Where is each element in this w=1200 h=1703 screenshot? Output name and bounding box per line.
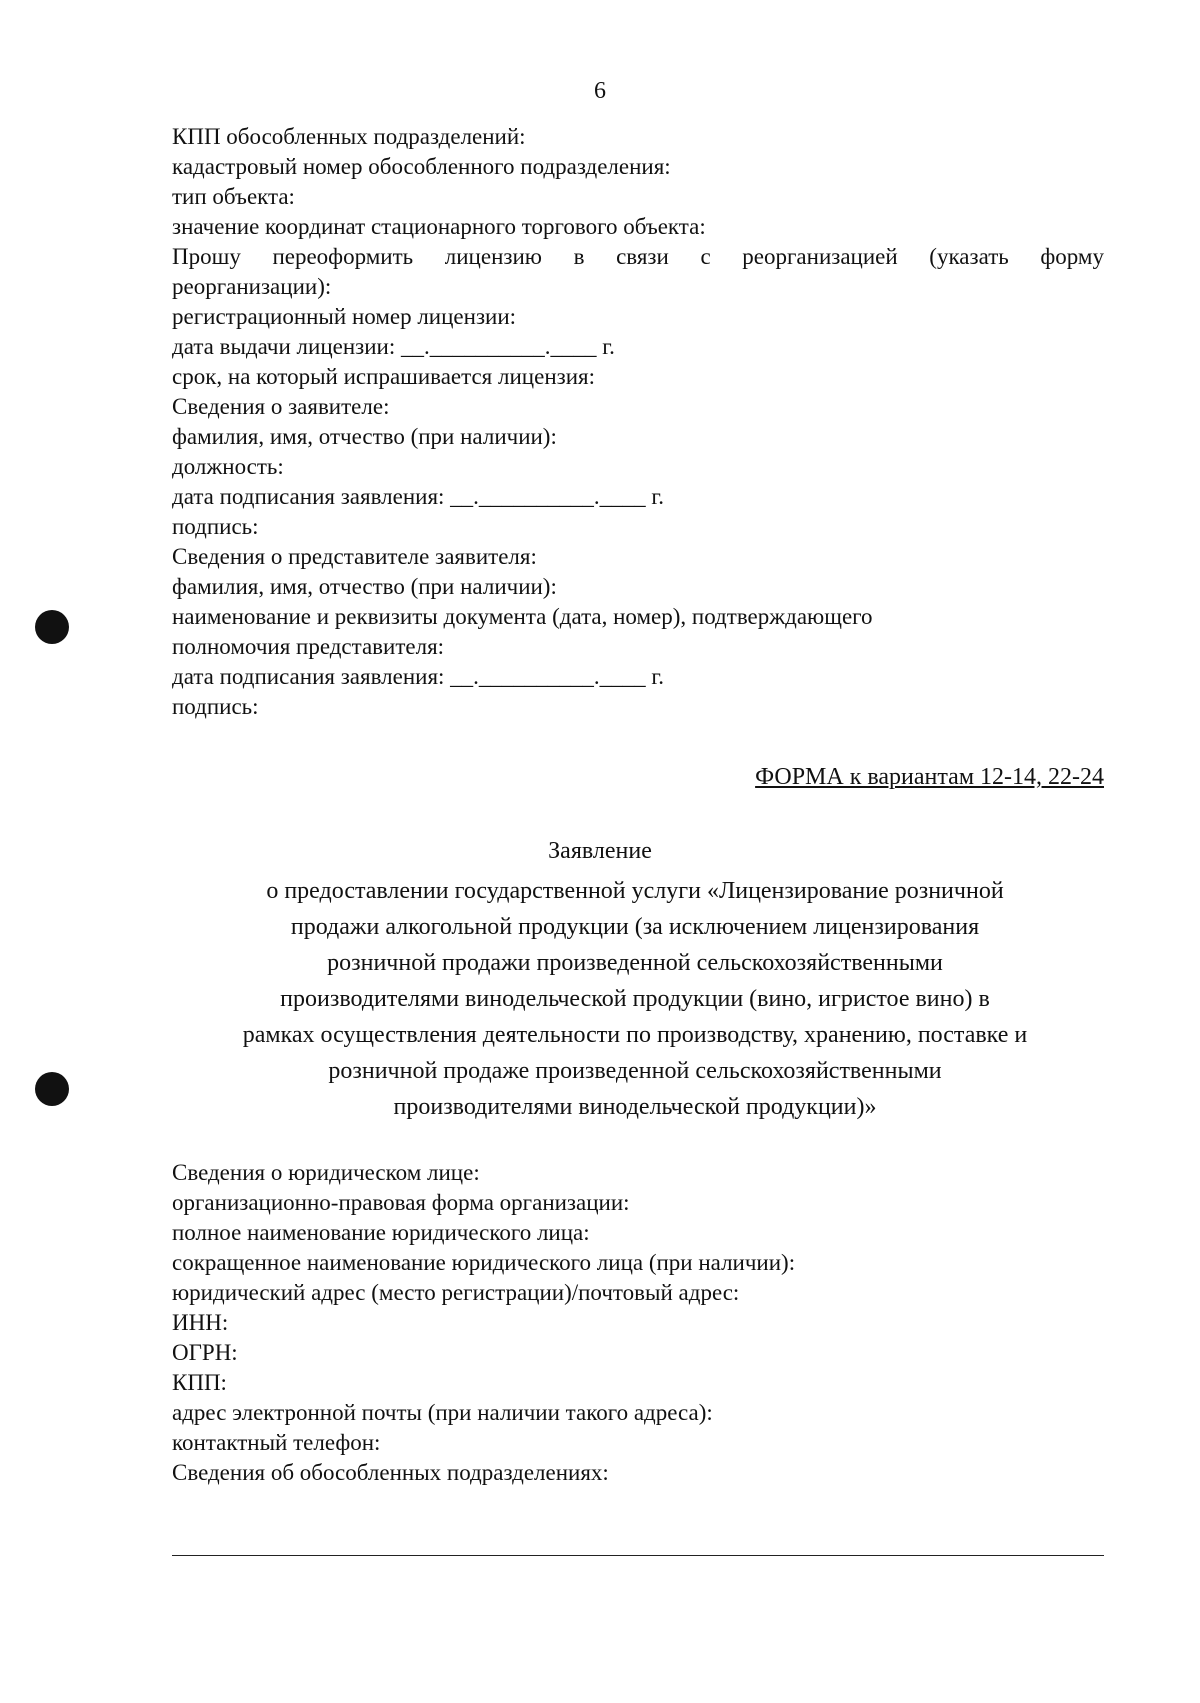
form-line-reissue-request: Прошу переоформить лицензию в связи с реорганизацией (указать форму <box>172 244 1104 269</box>
form-line-applicant-name: фамилия, имя, отчество (при наличии): <box>172 424 557 449</box>
form-line-representative-info: Сведения о представителе заявителя: <box>172 544 537 569</box>
form-section-2 <box>172 1158 1104 1488</box>
subtitle-line: о предоставлении государственной услуги «Лицензирование розничной <box>266 878 1004 904</box>
form-line-coordinates: значение координат стационарного торгового объекта: <box>172 214 706 239</box>
form-line-email: адрес электронной почты (при наличии такого адреса): <box>172 1400 713 1425</box>
form-line-issue-date: дата выдачи лицензии: __.__________.____ г. <box>172 334 615 359</box>
form-line-ogrn: ОГРН: <box>172 1340 238 1365</box>
form-line-representative-signature: подпись: <box>172 694 259 719</box>
form-line-authority-document: наименование и реквизиты документа (дата, номер), подтверждающего <box>172 604 873 629</box>
subtitle-line: производителями винодельческой продукции (вино, игристое вино) в <box>280 986 990 1012</box>
form-section-1 <box>172 122 1104 722</box>
subtitle-line: рамках осуществления деятельности по производству, хранению, поставке и <box>242 1022 1028 1048</box>
punch-hole-mark <box>35 610 69 644</box>
form-line-subdivisions-info: Сведения об обособленных подразделениях: <box>172 1460 609 1485</box>
form-line-reorganization: реорганизации): <box>172 274 332 299</box>
form-line-applicant-info: Сведения о заявителе: <box>172 394 390 419</box>
form-line-representative-authority: полномочия представителя: <box>172 634 445 659</box>
form-line-kpp: КПП: <box>172 1370 227 1395</box>
form-line-object-type: тип объекта: <box>172 184 295 209</box>
form-line-legal-address: юридический адрес (место регистрации)/почтовый адрес: <box>172 1280 740 1305</box>
form-line-phone: контактный телефон: <box>172 1430 381 1455</box>
bottom-divider <box>172 1555 1104 1556</box>
form-line-legal-entity-info: Сведения о юридическом лице: <box>172 1160 480 1185</box>
form-line-signature: подпись: <box>172 514 259 539</box>
form-line-legal-form: организационно-правовая форма организации: <box>172 1190 630 1215</box>
form-line-license-number: регистрационный номер лицензии: <box>172 304 517 329</box>
subtitle-line: производителями винодельческой продукции)» <box>393 1094 877 1120</box>
form-line-position: должность: <box>172 454 284 479</box>
form-line-signing-date: дата подписания заявления: __.__________.____ г. <box>172 484 665 509</box>
subtitle-line: розничной продаже произведенной сельскохозяйственными <box>328 1058 942 1084</box>
form-variant-reference: ФОРМА к вариантам 12-14, 22-24 <box>755 764 1104 790</box>
subtitle-line: розничной продажи произведенной сельскохозяйственными <box>327 950 943 976</box>
form-line-kpp-subdivisions: КПП обособленных подразделений: <box>172 124 526 149</box>
application-title: Заявление <box>548 838 652 864</box>
form-line-inn: ИНН: <box>172 1310 229 1335</box>
application-subtitle <box>160 873 1110 1125</box>
form-line-full-name: полное наименование юридического лица: <box>172 1220 590 1245</box>
form-line-cadastral-number: кадастровый номер обособленного подразделения: <box>172 154 671 179</box>
form-line-short-name: сокращенное наименование юридического лица (при наличии): <box>172 1250 796 1275</box>
punch-hole-mark <box>35 1072 69 1106</box>
form-line-license-term: срок, на который испрашивается лицензия: <box>172 364 595 389</box>
subtitle-line: продажи алкогольной продукции (за исключением лицензирования <box>290 914 980 940</box>
form-line-representative-name: фамилия, имя, отчество (при наличии): <box>172 574 557 599</box>
form-line-representative-signing-date: дата подписания заявления: __.__________.____ г. <box>172 664 665 689</box>
page-number: 6 <box>594 78 606 104</box>
